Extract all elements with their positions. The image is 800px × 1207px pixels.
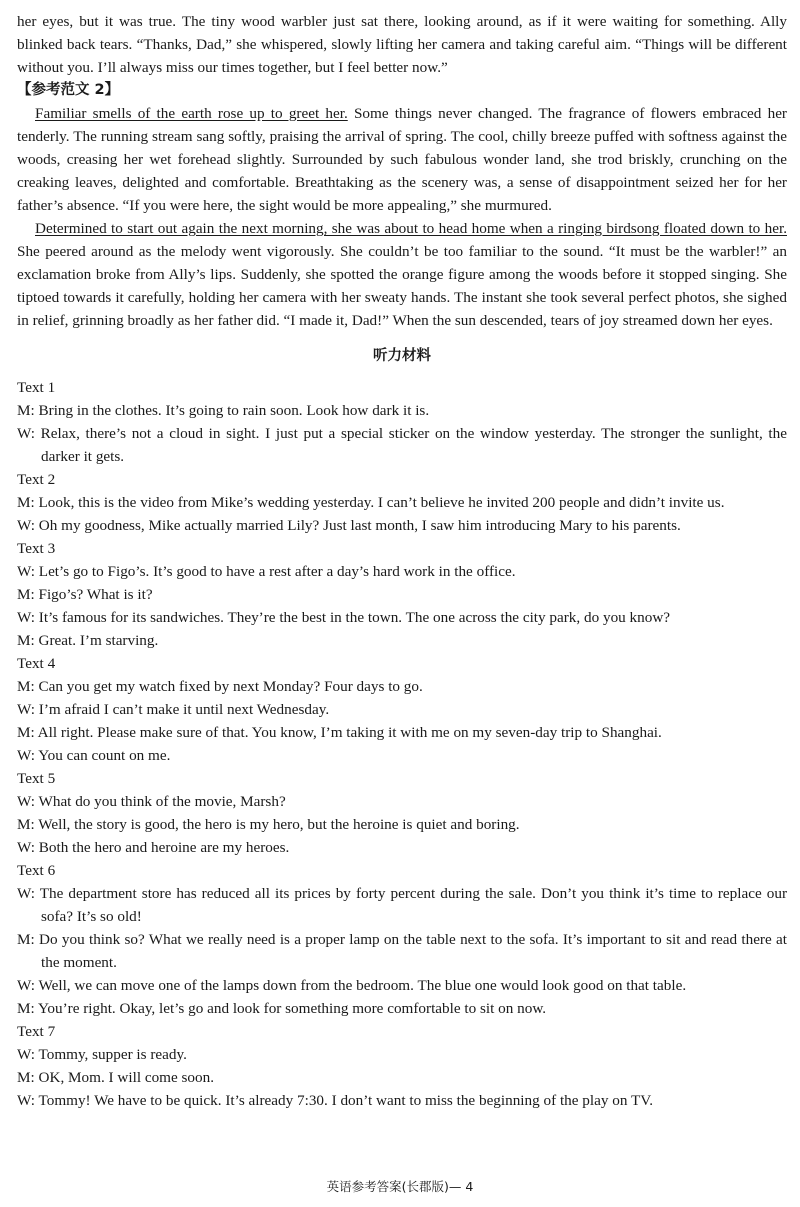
dialogue-line: W: I’m afraid I can’t make it until next Wednesday.	[17, 701, 330, 718]
transcript-label: Text 2	[17, 471, 56, 488]
dialogue-line: W: It’s famous for its sandwiches. They’re the best in the town. The one across the city park, do you know?	[17, 609, 671, 626]
dialogue-line: M: Great. I’m starving.	[17, 632, 159, 649]
transcript-label: Text 4	[17, 655, 56, 672]
dialogue-line: W: Tommy! We have to be quick. It’s already 7:30. I don’t want to miss the beginning of the play on TV.	[17, 1092, 654, 1109]
previous-paragraph-end: her eyes, but it was true. The tiny wood warbler just sat there, looking around, as if it were waiting for something. Ally blinked back tears. “Thanks, Dad,” she whispered, slowly lifting her camera and taking careful aim. “Things will be different without you. I’ll always miss our times together, but I feel better now.”	[17, 13, 787, 76]
transcript-label: Text 5	[17, 770, 56, 787]
transcript-block	[17, 652, 787, 767]
dialogue-line: M: Well, the story is good, the hero is my hero, but the heroine is quiet and boring.	[17, 816, 520, 833]
dialogue-line: W: Oh my goodness, Mike actually married Lily? Just last month, I saw him introducing Mary to his parents.	[17, 517, 681, 534]
dialogue-line: W: Tommy, supper is ready.	[17, 1046, 187, 1063]
dialogue-line: M: OK, Mom. I will come soon.	[17, 1069, 215, 1086]
transcript-block	[17, 468, 787, 537]
dialogue-line: M: You’re right. Okay, let’s go and look for something more comfortable to sit on now.	[17, 1000, 547, 1017]
sample-essay-2-label: 【参考范文 2】	[17, 82, 120, 98]
paragraph-body: Some things never changed. The fragrance of flowers embraced her tenderly. The running stream sang softly, praising the arrival of spring. The cool, chilly breeze puffed with softness against the woods, creasing her wet forehead slightly. Surrounded by such fabulous wonder land, she trod briskly, crunching on the creaking leaves, delighted and comfortable. Breathtaking as the scenery was, a sense of disappointment seized her for her father’s absence. “If you were here, the sight would be more appealing,” she murmured.	[17, 105, 787, 214]
transcript-block	[17, 767, 787, 859]
dialogue-line: M: Look, this is the video from Mike’s wedding yesterday. I can’t believe he invited 200 people and didn’t invite us.	[17, 494, 725, 511]
underlined-opening-sentence: Determined to start out again the next morning, she was about to head home when a ringing birdsong floated down to her.	[35, 220, 787, 237]
transcript-block	[17, 1020, 787, 1112]
transcript-label: Text 6	[17, 862, 56, 879]
transcript-label: Text 7	[17, 1023, 56, 1040]
dialogue-line: M: Figo’s? What is it?	[17, 586, 153, 603]
dialogue-line: W: The department store has reduced all its prices by forty percent during the sale. Don’t you think it’s time to replace our sofa? It’s so old!	[17, 885, 787, 925]
dialogue-line: M: All right. Please make sure of that. You know, I’m taking it with me on my seven-day trip to Shanghai.	[17, 724, 662, 741]
document-page	[17, 10, 787, 1112]
listening-materials-heading: 听力材料	[373, 348, 431, 364]
listening-transcripts	[17, 376, 787, 1112]
dialogue-line: W: You can count on me.	[17, 747, 171, 764]
dialogue-line: W: Relax, there’s not a cloud in sight. I just put a special sticker on the window yesterday. The stronger the sunlight, the darker it gets.	[17, 425, 787, 465]
underlined-opening-sentence: Familiar smells of the earth rose up to greet her.	[35, 105, 348, 122]
dialogue-line: W: Well, we can move one of the lamps down from the bedroom. The blue one would look good on that table.	[17, 977, 687, 994]
dialogue-line: W: Both the hero and heroine are my heroes.	[17, 839, 290, 856]
sample-essay-2-paragraph-2	[17, 217, 787, 332]
sample-essay-2-paragraph-1	[17, 102, 787, 217]
dialogue-line: M: Do you think so? What we really need is a proper lamp on the table next to the sofa. It’s important to sit and read there at the moment.	[17, 931, 787, 971]
transcript-label: Text 1	[17, 379, 56, 396]
transcript-block	[17, 376, 787, 468]
transcript-label: Text 3	[17, 540, 56, 557]
dialogue-line: W: Let’s go to Figo’s. It’s good to have a rest after a day’s hard work in the office.	[17, 563, 516, 580]
dialogue-line: W: What do you think of the movie, Marsh?	[17, 793, 286, 810]
paragraph-body: She peered around as the melody went vigorously. She couldn’t be too familiar to the sound. “It must be the warbler!” an exclamation broke from Ally’s lips. Suddenly, she spotted the orange figure among the woods before it stopped singing. She tiptoed towards it carefully, holding her camera with her sweaty hands. The instant she took several perfect photos, she sighed in relief, grinning broadly as her father did. “I made it, Dad!” When the sun descended, tears of joy streamed down her eyes.	[17, 243, 787, 329]
page-footer: 英语参考答案(长郡版)— 4	[326, 1179, 474, 1194]
dialogue-line: M: Can you get my watch fixed by next Monday? Four days to go.	[17, 678, 423, 695]
transcript-block	[17, 537, 787, 652]
dialogue-line: M: Bring in the clothes. It’s going to rain soon. Look how dark it is.	[17, 402, 430, 419]
transcript-block	[17, 859, 787, 1020]
